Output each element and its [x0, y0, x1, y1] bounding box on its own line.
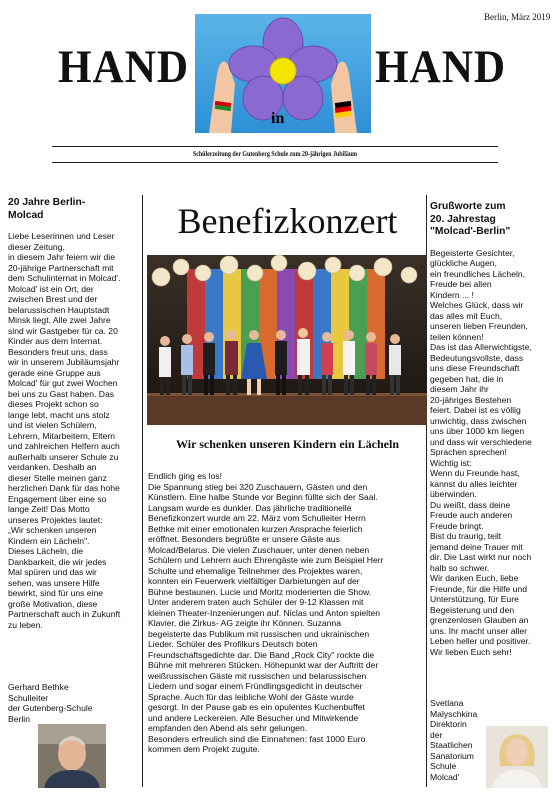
left-column-body: Liebe Leserinnen und Leser dieser Zeitung, in diesem Jahr feiern wir die 20-jährige Partnerschaft mit dem Schulinternat in Molcad'. Molcad' ist ein Ort, der zwischen Brest und der belarussischen Hauptstadt Minsk liegt. Alle zwei Jahre sind wir Gastgeber für ca. 20 Kinder aus dem Internat. Besonders freut uns, dass wir in unserem Jubiläumsjahr gerade eine Gruppe aus Molcad' für gut zwei Wochen bei uns zu Gast haben. Das dieses Projekt schon so lange lebt, macht uns stolz und ist vielen Schülern, Lehrern, Mitarbeitern, Eltern und zahlreichen Helfern auch außerhalb unserer Schule zu verdanken. Deshalb an dieser Stelle meinen ganz herzlichen Dank für das hohe Engagement über eine so lange Zeit! Das Motto unseres Projektes lautet: „Wir schenken unseren Kindern ein Lächeln". Dieses Lächeln, die Dankbarkeit, die wir jedes Mal spüren und das wir sehen, was unsere Hilfe bewirkt, sind für uns eine große Motivation, diese Partnerschaft auch in Zukunft zu leben.: [8, 231, 121, 630]
subtitle-bottom-rule: [52, 162, 498, 163]
masthead-left-word: HAND: [58, 41, 189, 93]
main-article-body: Endlich ging es los! Die Spannung stieg bei 320 Zuschauern, Gästen und den Künstlern. Eine halbe Stunde vor Beginn füllte sich der Saal. Langsam wurde es dunkler. Das jährliche traditionelle Benefizkonzert wurde am 22. März vom Schulleiter Herrn Bethke mit einer emotionalen kurzen Ansprache feierlich eröffnet. Besonders begrüßte er unsere Gäste aus Molcad/Belarus. Die vielen Zuschauer, unter denen neben Schülern und Lehrern auch Ehrengäste wie zum Beispiel Herr Schulte und ehemalige Teilnehmer des Projektes waren, konnten ein Feuerwerk vielfältiger Darbietungen auf der Bühne bestaunen. Lucie und Moritz moderierten die Show. Unter anderem traten auch Schüler der 9-12 Klassen mit kleinen Theater-Inzenierungen auf. Niclas und Anton spielten Klavier, die Zirkus- AG zeigte ihr Können. Suzanna begeisterte das Publikum mit russischen und ukrainischen Lieder. Schüler des Profilkurs Deutsch boten Freundschaftsgedichte dar. Die Band „Rock City" rockte die Bühne mit mehreren Stücken. Höhepunkt war der Auftritt der weißrussischen Gäste mit russischen und belarussischen Liedern und sogar einem Fründlingsgedicht in deutscher Sprache. Auch für das leibliche Wohl der Gäste wurde gesorgt. In der Pause gab es ein opulentes Kuchenbuffet und andere Leckereien. Alle Besucher und Mitwirkende empfanden den Abend als sehr gelungen. Besonders erfreulich sind die Einnahmen: fast 1000 Euro kommen dem Projekt zugute.: [148, 471, 384, 754]
right-column-body: Begeisterte Gesichter, glückliche Augen, ein freundliches Lächeln, Freude bei allen Kindern ... ! Welches Glück, dass wir das alles mit Euch, unseren lieben Freunden, teilen können! Das ist das Allerwichtigste, Bedeutungsvollste, dass uns diese Freundschaft gegeben hat, die in diesem Jahr ihr 20-jähriges Bestehen feiert. Dabei ist es völlig unwichtig, dass zwischen uns über 1000 km liegen und dass wir verschiedene Sprachen sprechen! Wichtig ist: Wenn du Freunde hast, kannst du alles leichter überwinden. Du weißt, dass deine Freude auch anderen Freude bringt. Bist du traurig, teilt jemand deine Trauer mit dir. Die Last wirkt nur noch halb so schwer. Wir danken Euch, liebe Freunde, für die Hilfe und Unterstützung, für Eure Begeisterung und den grenzenlosen Glauben an uns. Ihr macht unser aller Leben heller und positiver. Wir lieben Euch sehr!: [430, 247, 532, 657]
masthead-right-word: HAND: [375, 41, 506, 93]
director-photo: [486, 726, 548, 788]
newspaper-subtitle: Schülerzeitung der Gutenberg Schule zum 20-jährigen Jubiläum: [192, 150, 358, 158]
column-divider-left: [142, 195, 143, 787]
left-signature: Gerhard Bethke Schulleiter der Gutenberg-Schule Berlin: [8, 682, 93, 724]
right-column: [430, 201, 550, 657]
principal-photo: [38, 724, 106, 788]
right-signature: Svetlana Malyschkina Direktorin der Staatlichen Sanatorium Schule Molcad': [430, 698, 478, 782]
issue-date: Berlin, März 2019: [484, 12, 551, 22]
right-column-heading: Grußworte zum 20. Jahrestag "Molcad'-Berlin": [430, 201, 511, 237]
left-column-heading: 20 Jahre Berlin- Molcad: [8, 197, 86, 221]
concert-stage-photo: [147, 255, 427, 425]
flower-hands-logo: [195, 14, 371, 133]
subtitle-top-rule: [52, 146, 498, 147]
main-headline: Benefizkonzert: [177, 201, 398, 241]
left-column: [8, 197, 140, 630]
logo-in-text: in: [271, 110, 285, 127]
main-subheadline: Wir schenken unseren Kindern ein Lächeln: [175, 437, 400, 451]
